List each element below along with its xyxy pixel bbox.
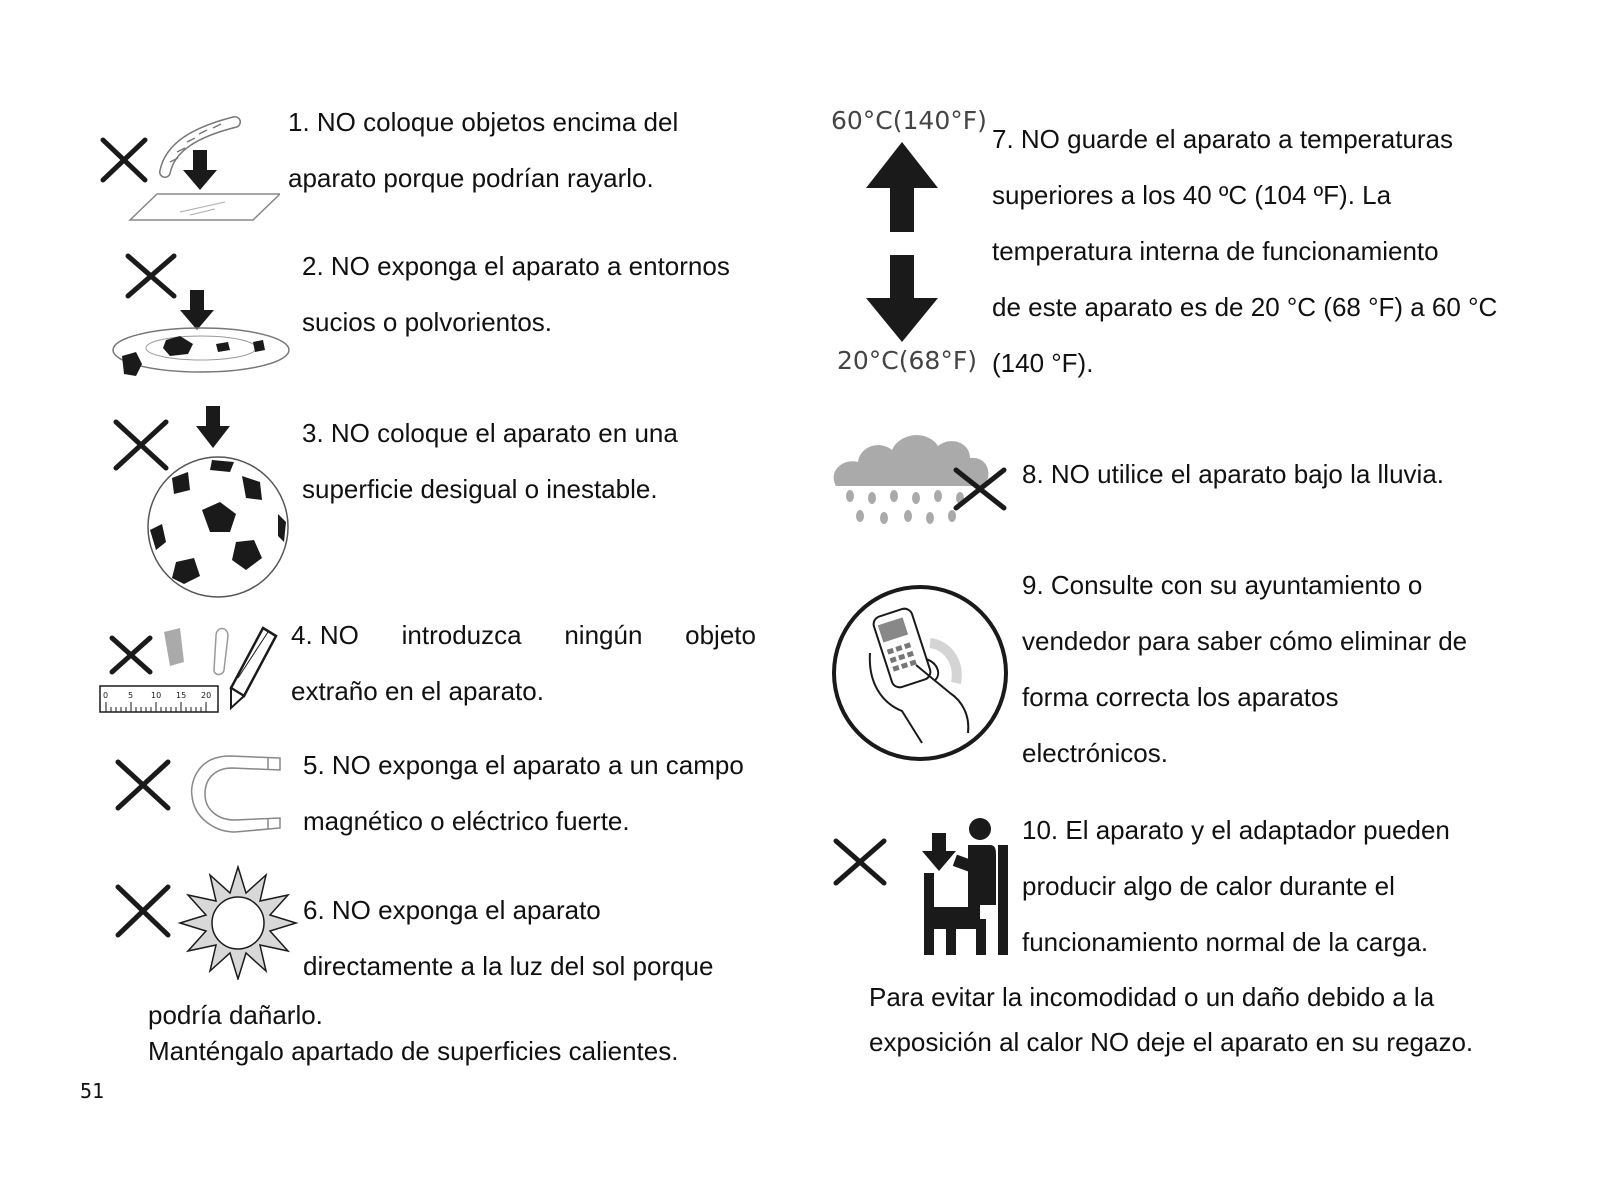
item3-line: superficie desigual o inestable. (302, 474, 658, 504)
phone-in-hand-icon (830, 583, 1010, 763)
item10-tail-line: exposición al calor NO deje el aparato en su regazo. (869, 1027, 1474, 1057)
ruler-label: 10 (151, 691, 162, 700)
item9-line: forma correcta los aparatos (1022, 682, 1339, 712)
item2-text (302, 238, 730, 350)
soccer-ball-icon (148, 406, 288, 597)
page-number: 51 (80, 1079, 105, 1103)
item9-text (1022, 557, 1467, 781)
item6-line: 6. NO exponga el aparato (303, 895, 601, 925)
item6-tail-line: podría dañarlo. (148, 1000, 323, 1030)
item6-icon-group (110, 865, 300, 980)
item4-word: 4. NO (291, 620, 359, 650)
cross-icon (116, 422, 166, 468)
item1-line: aparato porque podrían rayarlo. (288, 163, 654, 193)
item2-icon-group (108, 248, 293, 383)
item1-line: 1. NO coloque objetos encima del (288, 107, 679, 137)
item8-text (1022, 446, 1444, 502)
item3-line: 3. NO coloque el aparato en una (302, 418, 678, 448)
item5-icon-group (110, 748, 300, 838)
temp-high-label: 60°C(140°F) (831, 106, 987, 135)
item4-line: extraño en el aparato. (291, 676, 544, 706)
seated-person-icon (922, 818, 1008, 955)
cross-icon (128, 256, 174, 296)
cross-icon (103, 140, 145, 180)
item10-icon-group (828, 815, 1013, 960)
item4-icon-group (98, 622, 283, 717)
item6-tail (148, 997, 678, 1069)
item8-line: 8. NO utilice el aparato bajo la lluvia. (1022, 459, 1445, 489)
ruler-label: 5 (128, 691, 134, 700)
item7-line: temperatura interna de funcionamiento (992, 236, 1439, 266)
item5-line: magnético o eléctrico fuerte. (303, 806, 630, 836)
magnet-icon (192, 756, 280, 832)
item1-text (288, 94, 678, 206)
cross-icon (836, 841, 884, 883)
item4-word: ningún (564, 620, 643, 650)
ruler-label: 20 (201, 691, 212, 700)
item9-line: 9. Consulte con su ayuntamiento o (1022, 570, 1423, 600)
item4-text (291, 607, 756, 719)
item9-line: electrónicos. (1022, 738, 1168, 768)
item7-line: 7. NO guarde el aparato a temperaturas (992, 124, 1454, 154)
temperature-arrows-icon (862, 140, 942, 345)
item4-word: introduzca (401, 620, 522, 650)
item10-line: producir algo de calor durante el (1022, 871, 1395, 901)
sun-icon (180, 867, 296, 979)
item7-line: (140 °F). (992, 348, 1094, 378)
item10-line: 10. El aparato y el adaptador pueden (1022, 815, 1450, 845)
ruler-label: 15 (176, 691, 187, 700)
item7-line: de este aparato es de 20 °C (68 °F) a 60 °C (992, 292, 1498, 322)
ruler-label: 0 (103, 691, 109, 700)
item10-line: funcionamiento normal de la carga. (1022, 927, 1429, 957)
item4-word: objeto (685, 620, 756, 650)
item5-line: 5. NO exponga el aparato a un campo (303, 750, 744, 780)
item1-icon-group (95, 112, 280, 227)
item8-icon-group (828, 428, 1013, 530)
item7-line: superiores a los 40 ºC (104 ºF). La (992, 180, 1392, 210)
cross-icon (118, 887, 168, 935)
cross-icon (112, 638, 150, 672)
item9-line: vendedor para saber cómo eliminar de (1022, 626, 1468, 656)
item10-tail (869, 975, 1473, 1065)
item10-tail-line: Para evitar la incomodidad o un daño debido a la (869, 982, 1435, 1012)
item6-text (303, 882, 713, 994)
item3-icon-group (110, 402, 295, 602)
item4-line-justified (291, 607, 756, 663)
item10-text (1022, 802, 1450, 970)
pen-on-glass-icon (130, 122, 280, 220)
dust-plate-icon (113, 290, 289, 376)
item7-text (992, 111, 1497, 391)
item5-text (303, 737, 744, 849)
item3-text (302, 405, 678, 517)
ruler-clip-pencil-icon (100, 628, 276, 712)
item2-line: sucios o polvorientos. (302, 307, 553, 337)
temp-low-label: 20°C(68°F) (837, 346, 977, 375)
item2-line: 2. NO exponga el aparato a entornos (302, 251, 730, 281)
item6-tail-line: Manténgalo apartado de superficies calientes. (148, 1036, 679, 1066)
cross-icon (118, 762, 168, 808)
item6-line: directamente a la luz del sol porque (303, 951, 714, 981)
